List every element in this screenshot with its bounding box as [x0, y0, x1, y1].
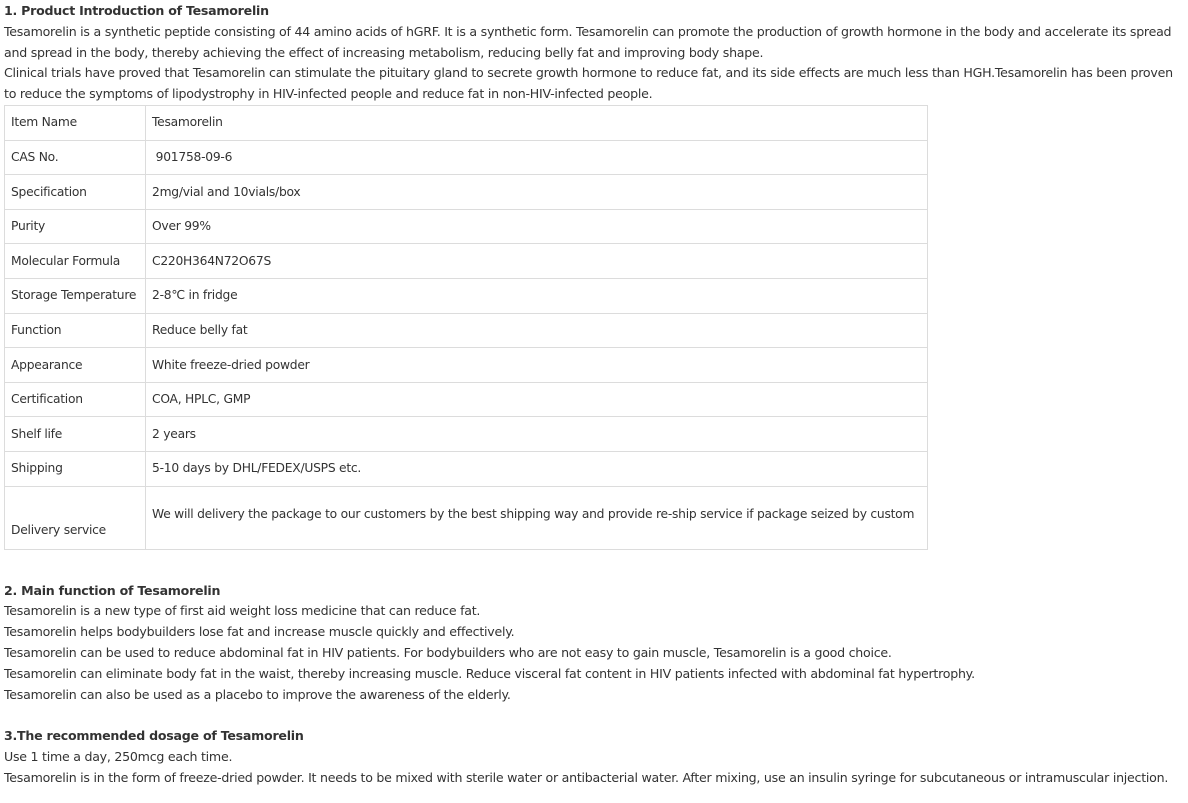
spec-value: Over 99% — [146, 209, 928, 244]
spec-key: Molecular Formula — [5, 244, 146, 279]
spec-key: Purity — [5, 209, 146, 244]
spec-key: Shelf life — [5, 417, 146, 452]
table-row — [5, 348, 928, 383]
table-row — [5, 209, 928, 244]
table-row — [5, 486, 928, 549]
spec-value: Tesamorelin — [146, 105, 928, 140]
spec-value: 901758-09-6 — [146, 140, 928, 175]
spec-value: 2mg/vial and 10vials/box — [146, 175, 928, 210]
function-line: Tesamorelin can be used to reduce abdominal fat in HIV patients. For bodybuilders who are not easy to gain muscle, Tesamorelin is a good choice. — [4, 644, 892, 660]
function-line: Tesamorelin can eliminate body fat in the waist, thereby increasing muscle. Reduce visceral fat content in HIV patients infected with abdominal fat hypertrophy. — [4, 665, 975, 681]
table-row — [5, 278, 928, 313]
section-heading-dosage: 3.The recommended dosage of Tesamorelin — [4, 728, 304, 744]
spec-key: CAS No. — [5, 140, 146, 175]
function-line: Tesamorelin can also be used as a placebo to improve the awareness of the elderly. — [4, 686, 511, 702]
spec-value: 5-10 days by DHL/FEDEX/USPS etc. — [146, 451, 928, 486]
specification-table — [4, 105, 928, 550]
table-row — [5, 313, 928, 348]
spec-key: Delivery service — [5, 486, 146, 549]
function-line: Tesamorelin is a new type of first aid weight loss medicine that can reduce fat. — [4, 603, 481, 619]
spec-key: Certification — [5, 382, 146, 417]
spec-key: Shipping — [5, 451, 146, 486]
section-heading-main-function: 2. Main function of Tesamorelin — [4, 582, 221, 598]
spec-key: Specification — [5, 175, 146, 210]
spec-value: COA, HPLC, GMP — [146, 382, 928, 417]
table-row — [5, 382, 928, 417]
function-line: Tesamorelin helps bodybuilders lose fat and increase muscle quickly and effectively. — [4, 624, 515, 640]
intro-paragraph: Tesamorelin is a synthetic peptide consisting of 44 amino acids of hGRF. It is a synthetic form. Tesamorelin can promote the production of growth hormone in the body and accelerate its spread and spread in the body, thereby achieving the effect of increasing metabolism, reducing belly fat and improving body shape. — [4, 23, 1172, 60]
spec-value: C220H364N72O67S — [146, 244, 928, 279]
spec-value: 2 years — [146, 417, 928, 452]
spacer — [4, 550, 1184, 581]
table-row — [5, 417, 928, 452]
spec-key: Appearance — [5, 348, 146, 383]
table-row — [5, 140, 928, 175]
intro-paragraph: Clinical trials have proved that Tesamorelin can stimulate the pituitary gland to secrete growth hormone to reduce fat, and its side effects are much less than HGH.Tesamorelin has been proven to reduce the symptoms of lipodystrophy in HIV-infected people and reduce fat in non-HIV-infected people. — [4, 65, 1173, 102]
spec-key: Item Name — [5, 105, 146, 140]
table-row — [5, 244, 928, 279]
table-row — [5, 451, 928, 486]
spec-key: Function — [5, 313, 146, 348]
table-row — [5, 105, 928, 140]
spec-value: Reduce belly fat — [146, 313, 928, 348]
spacer — [4, 705, 1184, 726]
spec-value: White freeze-dried powder — [146, 348, 928, 383]
dosage-line: Use 1 time a day, 250mcg each time. — [4, 749, 233, 765]
table-row — [5, 175, 928, 210]
spec-value: We will delivery the package to our customers by the best shipping way and provide re-ship service if package seized by custom — [146, 486, 928, 549]
spec-value: 2-8℃ in fridge — [146, 278, 928, 313]
section-heading-introduction: 1. Product Introduction of Tesamorelin — [4, 3, 269, 18]
spec-key: Storage Temperature — [5, 278, 146, 313]
dosage-line: Tesamorelin is in the form of freeze-dried powder. It needs to be mixed with sterile water or antibacterial water. After mixing, use an insulin syringe for subcutaneous or intramuscular injection. — [4, 769, 1169, 785]
